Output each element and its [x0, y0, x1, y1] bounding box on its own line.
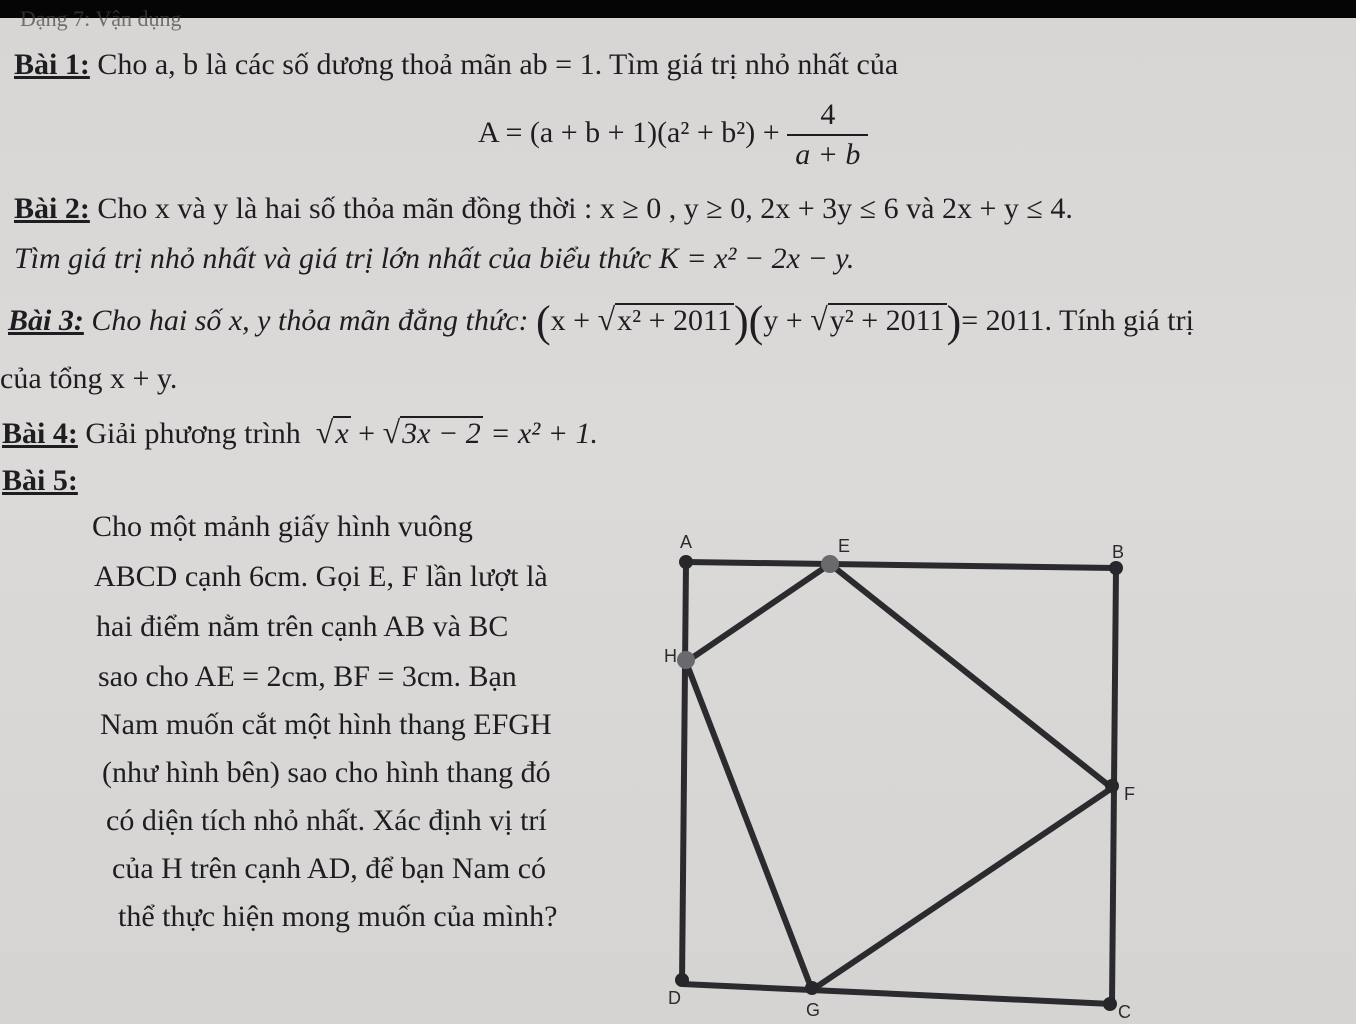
bai5-line-8: của H trên cạnh AD, để bạn Nam có — [112, 852, 547, 885]
paren-open-1: ( — [536, 297, 551, 346]
point-g — [805, 981, 819, 995]
bai5-line-7: có diện tích nhỏ nhất. Xác định vị trí — [106, 804, 547, 837]
bai5-label: Bài 5: — [2, 464, 78, 497]
point-f — [1105, 779, 1119, 793]
paren-close-2: ) — [946, 297, 962, 346]
bai2-line2: Tìm giá trị nhỏ nhất và giá trị lớn nhất của biểu thức K = x² − 2x − y. — [14, 242, 855, 275]
point-h — [677, 651, 695, 669]
bai4-rad1: x — [335, 417, 349, 450]
sqrt-sign-1: √ — [597, 301, 616, 337]
label-e: E — [838, 536, 851, 556]
bai2-label: Bài 2: — [14, 192, 90, 225]
bai4-rad2: 3x − 2 — [402, 417, 481, 450]
bai3-text: Cho hai số x, y thỏa mãn đẳng thức: — [91, 304, 529, 337]
bai3-label: Bài 3: — [8, 304, 84, 337]
bai5-line-9: thể thực hiện mong muốn của mình? — [118, 900, 558, 933]
point-c — [1103, 997, 1117, 1011]
bai1-label: Bài 1: — [14, 48, 90, 81]
bai5-line-2: ABCD cạnh 6cm. Gọi E, F lần lượt là — [94, 560, 548, 593]
bai4-text: Giải phương trình — [85, 417, 301, 450]
label-a: A — [680, 532, 693, 552]
square-abcd — [682, 562, 1116, 1004]
header-fragment: Dạng 7: Vận dụng — [20, 6, 182, 31]
bai3-line2: của tổng x + y. — [0, 362, 178, 395]
bai5-line-5: Nam muốn cắt một hình thang EFGH — [100, 708, 552, 741]
point-b — [1109, 561, 1123, 575]
point-e — [821, 555, 839, 573]
label-c: C — [1118, 1002, 1131, 1022]
label-g: G — [806, 1000, 821, 1020]
sqrt-sign-2: √ — [810, 301, 828, 337]
sqrt-sign-4: √ — [382, 414, 401, 450]
bai1-text: Cho a, b là các số dương thoả mãn ab = 1. Tìm giá trị nhỏ nhất của — [97, 48, 899, 81]
bai5-line-1: Cho một mảnh giấy hình vuông — [92, 510, 473, 543]
bai3-eq-right: = 2011 — [961, 304, 1045, 337]
bai3-p1-rad: x² + 2011 — [617, 304, 732, 337]
bai3-tail: . Tính giá trị — [1044, 304, 1194, 337]
bai1-frac-num: 4 — [787, 100, 868, 136]
bai3-p2-rad: y² + 2011 — [829, 304, 945, 337]
bai1-frac-den: a + b — [795, 138, 861, 171]
bai4-label: Bài 4: — [2, 417, 78, 450]
bai3-p2-left: y + — [763, 304, 803, 337]
bai2-text: Cho x và y là hai số thỏa mãn đồng thời : x ≥ 0 , y ≥ 0, 2x + 3y ≤ 6 và 2x + y ≤ 4. — [97, 192, 1073, 225]
sqrt-sign-3: √ — [315, 414, 334, 450]
point-a — [679, 555, 693, 569]
trapezoid-efgh — [686, 564, 1112, 990]
bai5-line-4: sao cho AE = 2cm, BF = 3cm. Bạn — [98, 660, 517, 693]
label-b: B — [1112, 542, 1125, 562]
label-f: F — [1124, 784, 1135, 804]
label-h: H — [664, 646, 677, 666]
bai1-formula-left: A = (a + b + 1)(a² + b²) + — [478, 115, 780, 149]
point-d — [675, 973, 689, 987]
bai5-line-3: hai điểm nằm trên cạnh AB và BC — [96, 610, 509, 643]
bai5-line-6: (như hình bên) sao cho hình thang đó — [102, 756, 551, 789]
bai4-plus: + — [358, 417, 376, 450]
bai4-rhs: = x² + 1. — [490, 417, 599, 450]
paren-close-1: ) — [733, 297, 749, 346]
paren-open-2: ( — [748, 297, 764, 346]
label-d: D — [668, 988, 681, 1008]
bai3-p1-left: x + — [550, 304, 591, 337]
